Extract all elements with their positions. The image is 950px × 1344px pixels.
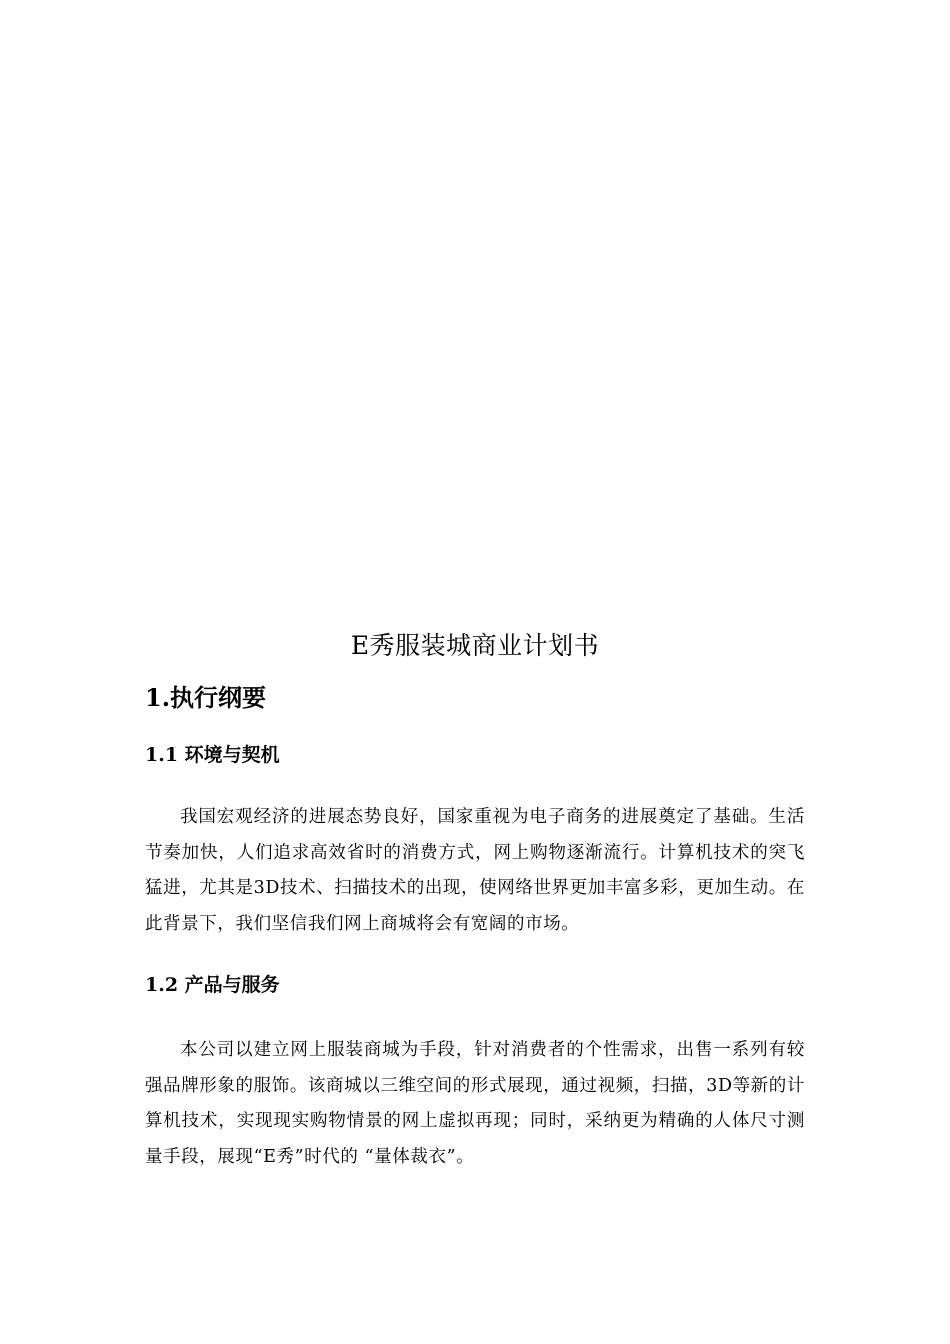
paragraph-environment: 我国宏观经济的进展态势良好，国家重视为电子商务的进展奠定了基础。生活节奏加快，人们追求高效省时的消费方式，网上购物逐渐流行。计算机技术的突飞猛进，尤其是3D技术、扫描技术的出现，使网络世界更加丰富多彩，更加生动。在此背景下，我们坚信我们网上商城将会有宽阔的市场。 xyxy=(145,807,805,934)
subsection-heading-environment: 1.1 环境与契机 xyxy=(145,744,280,766)
subsection-heading-products-services: 1.2 产品与服务 xyxy=(145,974,280,996)
paragraph-products-services: 本公司以建立网上服装商城为手段，针对消费者的个性需求，出售一系列有较强品牌形象的服饰。该商城以三维空间的形式展现，通过视频，扫描，3D等新的计算机技术，实现现实购物情景的网上虚拟再现；同时，采纳更为精确的人体尺寸测量手段，展现“E秀”时代的 “量体裁衣”。 xyxy=(145,1040,805,1167)
section-heading-executive-summary: 1.执行纲要 xyxy=(145,683,267,712)
document-title: E秀服装城商业计划书 xyxy=(350,631,600,660)
